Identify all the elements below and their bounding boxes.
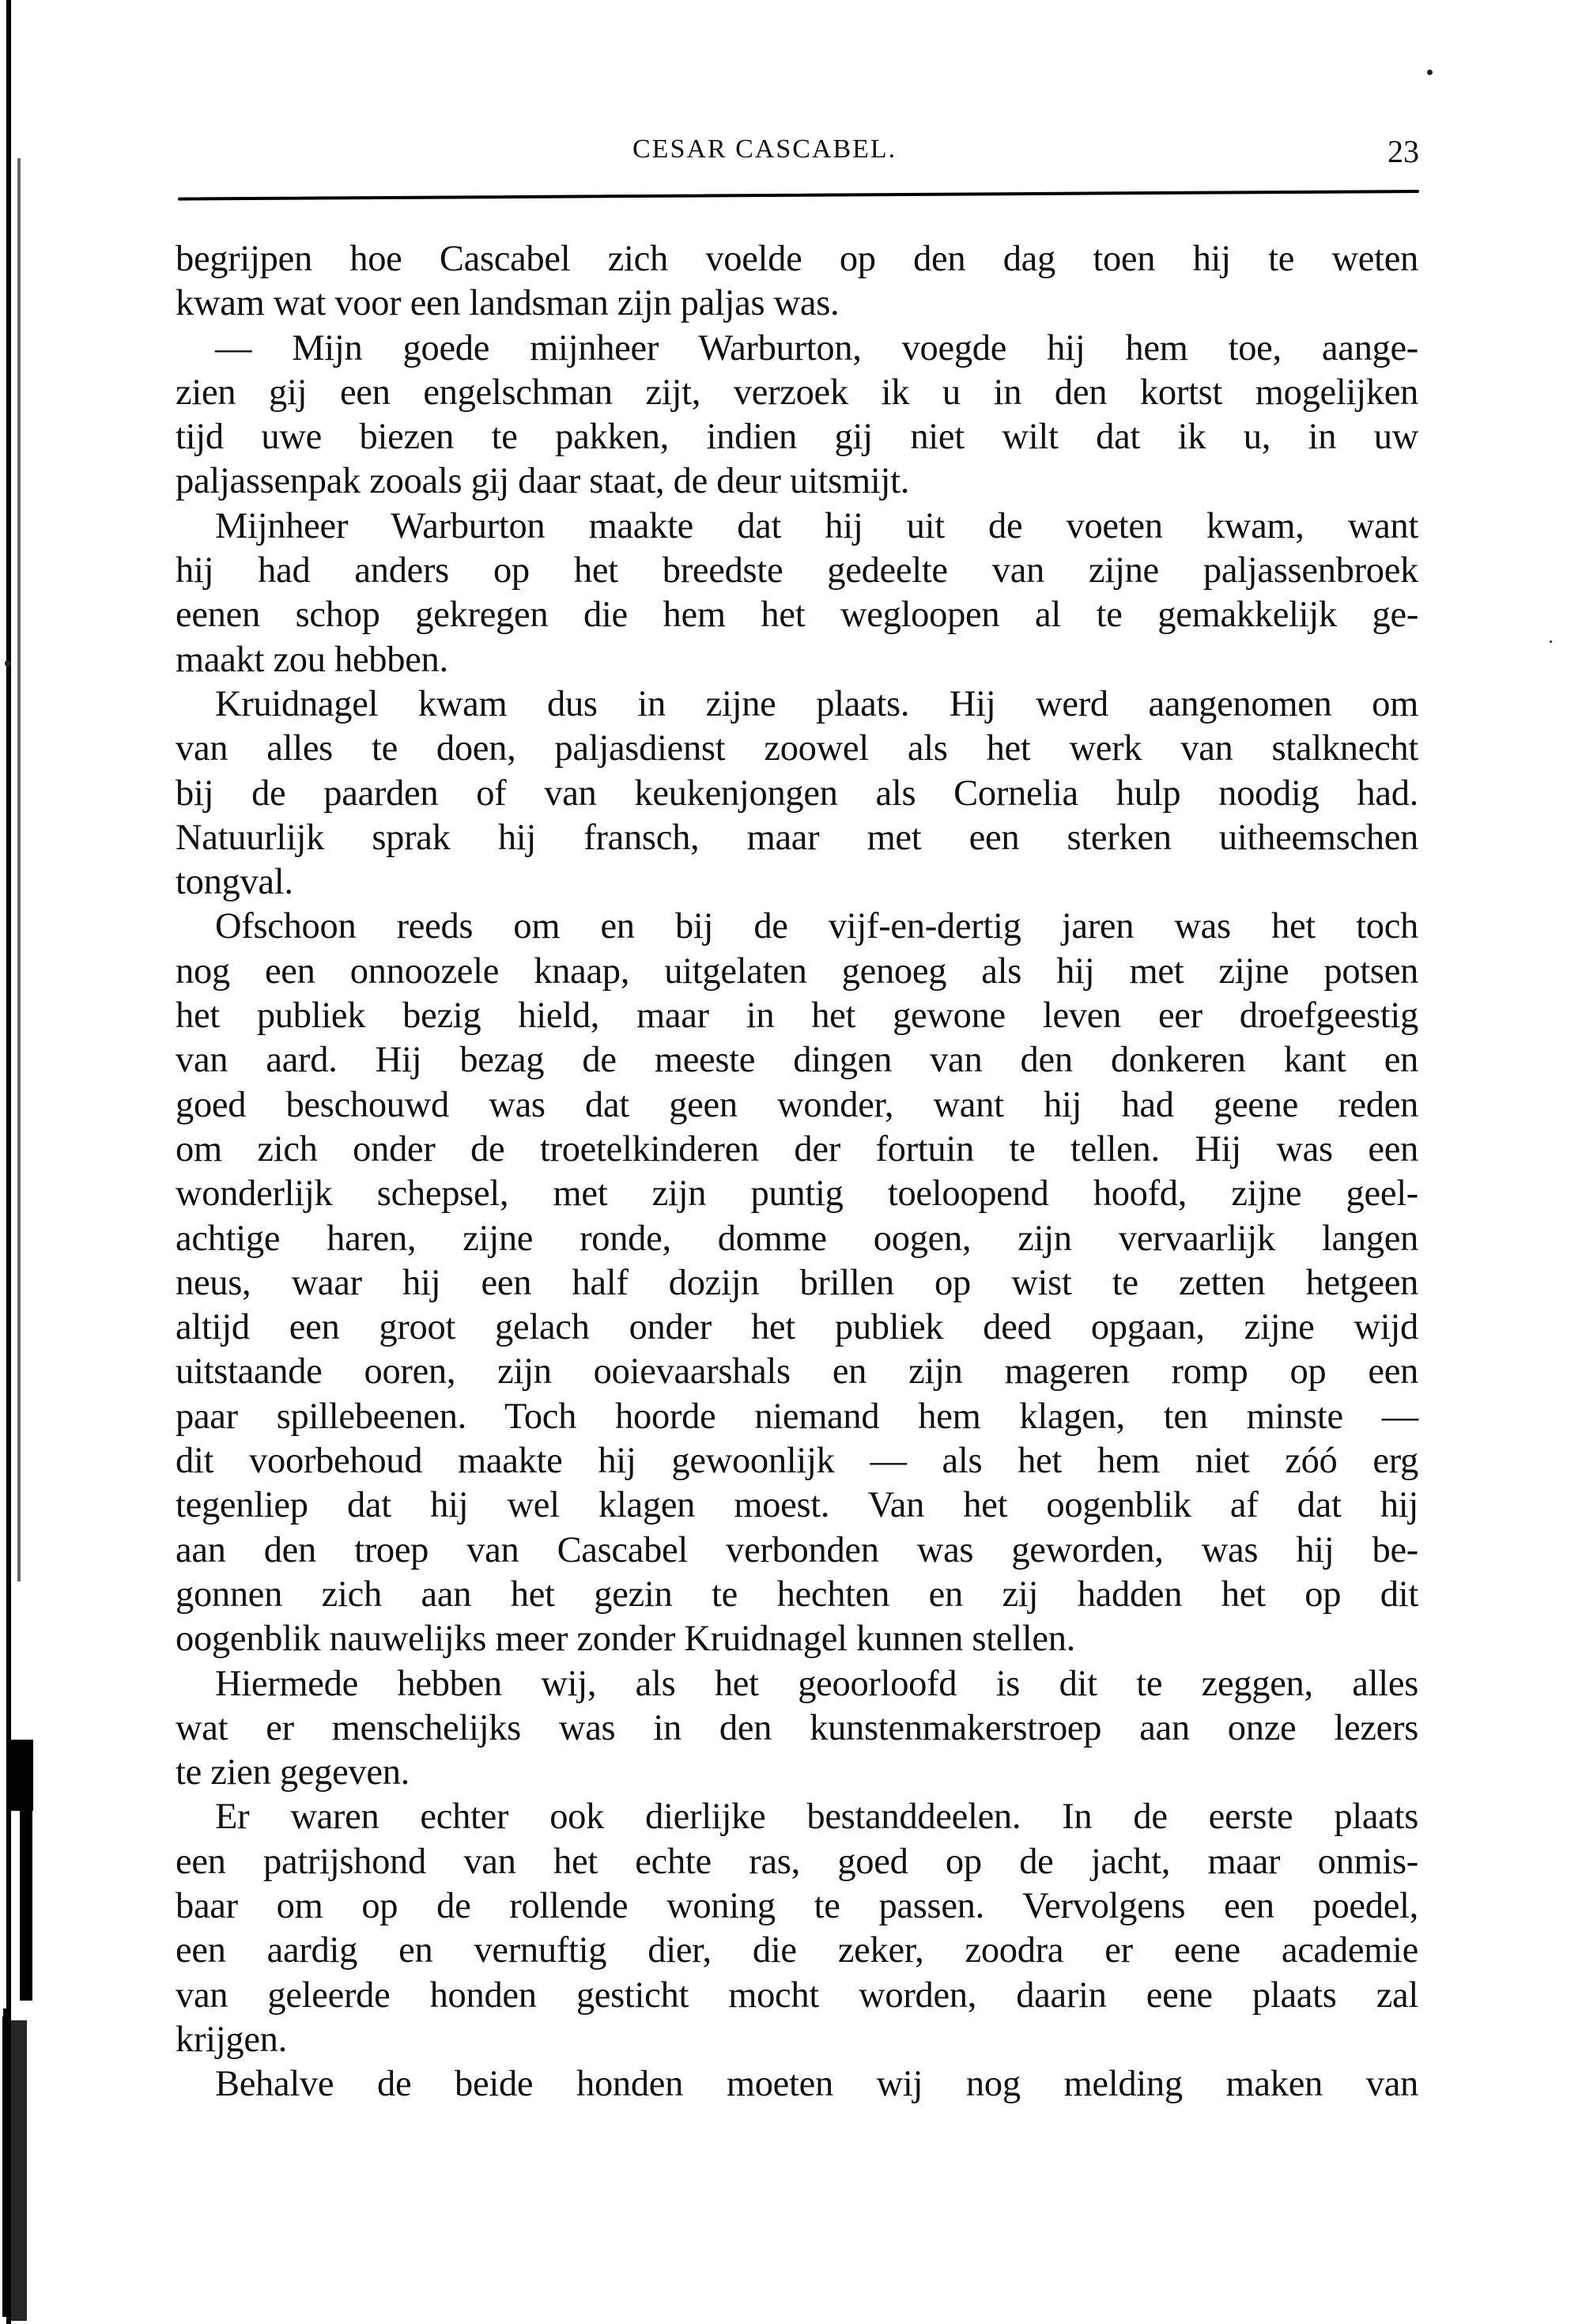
text-line: baar om op de rollende woning te passen. Vervolgens een poedel,: [176, 1885, 1418, 1926]
text-line: neus, waar hij een half dozijn brillen op wist te zetten hetgeen: [176, 1262, 1418, 1303]
text-line: eenen schop gekregen die hem het wegloopen al te gemakkelijk ge-: [176, 595, 1418, 636]
text-line: aan den troep van Cascabel verbonden was geworden, was hij be-: [176, 1529, 1418, 1570]
text-line: goed beschouwd was dat geen wonder, want hij had geene reden: [176, 1084, 1418, 1125]
text-line: tongval.: [176, 862, 293, 903]
book-binding-edge: [0, 0, 38, 2324]
text-line: paar spillebeenen. Toch hoorde niemand hem klagen, ten minste —: [176, 1396, 1418, 1437]
text-line: nog een onnoozele knaap, uitgelaten genoeg als hij met zijne potsen: [176, 950, 1418, 992]
text-line: wonderlijk schepsel, met zijn puntig toeloopend hoofd, zijne geel-: [176, 1173, 1418, 1215]
ink-speck: [1550, 641, 1552, 643]
text-line: van aard. Hij bezag de meeste dingen van den donkeren kant en: [176, 1040, 1418, 1081]
text-line: van alles te doen, paljasdienst zoowel als het werk van stalknecht: [176, 728, 1418, 769]
body-text: [176, 237, 1418, 2107]
running-title: CESAR CASCABEL.: [632, 134, 897, 164]
text-line: zien gij een engelschman zijt, verzoek ik u in den kortst mogelijken: [176, 372, 1418, 413]
text-line: hij had anders op het breedste gedeelte van zijne paljassenbroek: [176, 550, 1418, 591]
text-line: Ofschoon reeds om en bij de vijf-en-dertig jaren was het toch: [215, 906, 1418, 947]
text-line: wat er menschelijks was in den kunstenmakerstroep aan onze lezers: [176, 1707, 1418, 1748]
text-line: bij de paarden of van keukenjongen als Cornelia hulp noodig had.: [176, 773, 1418, 814]
text-line: tegenliep dat hij wel klagen moest. Van het oogenblik af dat hij: [176, 1485, 1418, 1526]
text-line: paljassenpak zooals gij daar staat, de deur uitsmijt.: [176, 461, 910, 502]
text-line: achtige haren, zijne ronde, domme oogen, zijn vervaarlijk langen: [176, 1218, 1418, 1259]
text-line: te zien gegeven.: [176, 1752, 410, 1793]
text-line: een aardig en vernuftig dier, die zeker, zoodra er eene academie: [176, 1930, 1418, 1971]
ink-speck: [1427, 70, 1433, 75]
text-line: krijgen.: [176, 2019, 287, 2060]
text-line: gonnen zich aan het gezin te hechten en zij hadden het op dit: [176, 1574, 1418, 1615]
text-line: uitstaande ooren, zijn ooievaarshals en zijn mageren romp op een: [176, 1351, 1418, 1393]
ink-speck: [5, 660, 11, 667]
text-line: begrijpen hoe Cascabel zich voelde op den dag toen hij te weten: [176, 239, 1418, 279]
text-line: Kruidnagel kwam dus in zijne plaats. Hij werd aangenomen om: [215, 683, 1418, 724]
text-line: oogenblik nauwelijks meer zonder Kruidnagel kunnen stellen.: [176, 1619, 1076, 1660]
text-line: Hiermede hebben wij, als het geoorloofd is dit te zeggen, alles: [215, 1663, 1418, 1704]
page-number: 23: [1388, 134, 1419, 169]
text-line: een patrijshond van het echte ras, goed op de jacht, maar onmis-: [176, 1841, 1418, 1882]
text-line: altijd een groot gelach onder het publiek deed opgaan, zijne wijd: [176, 1307, 1418, 1348]
text-line: — Mijn goede mijnheer Warburton, voegde hij hem toe, aange-: [215, 327, 1418, 368]
text-line: Mijnheer Warburton maakte dat hij uit de voeten kwam, want: [215, 505, 1418, 546]
text-line: Natuurlijk sprak hij fransch, maar met een sterken uitheemschen: [176, 817, 1418, 858]
text-line: Behalve de beide honden moeten wij nog melding maken van: [215, 2064, 1418, 2105]
header-rule: [178, 190, 1419, 201]
text-line: van geleerde honden gesticht mocht worden, daarin eene plaats zal: [176, 1974, 1418, 2016]
text-line: dit voorbehoud maakte hij gewoonlijk — als het hem niet zóó erg: [176, 1441, 1418, 1482]
text-line: tijd uwe biezen te pakken, indien gij niet wilt dat ik u, in uw: [176, 417, 1418, 458]
page-header: [174, 127, 1419, 174]
text-line: het publiek bezig hield, maar in het gewone leven eer droefgeestig: [176, 996, 1418, 1037]
text-line: Er waren echter ook dierlijke bestanddeelen. In de eerste plaats: [215, 1797, 1418, 1838]
text-line: maakt zou hebben.: [176, 639, 448, 680]
text-line: om zich onder de troetelkinderen der fortuin te tellen. Hij was een: [176, 1128, 1418, 1170]
text-line: kwam wat voor een landsman zijn paljas was.: [176, 283, 840, 324]
